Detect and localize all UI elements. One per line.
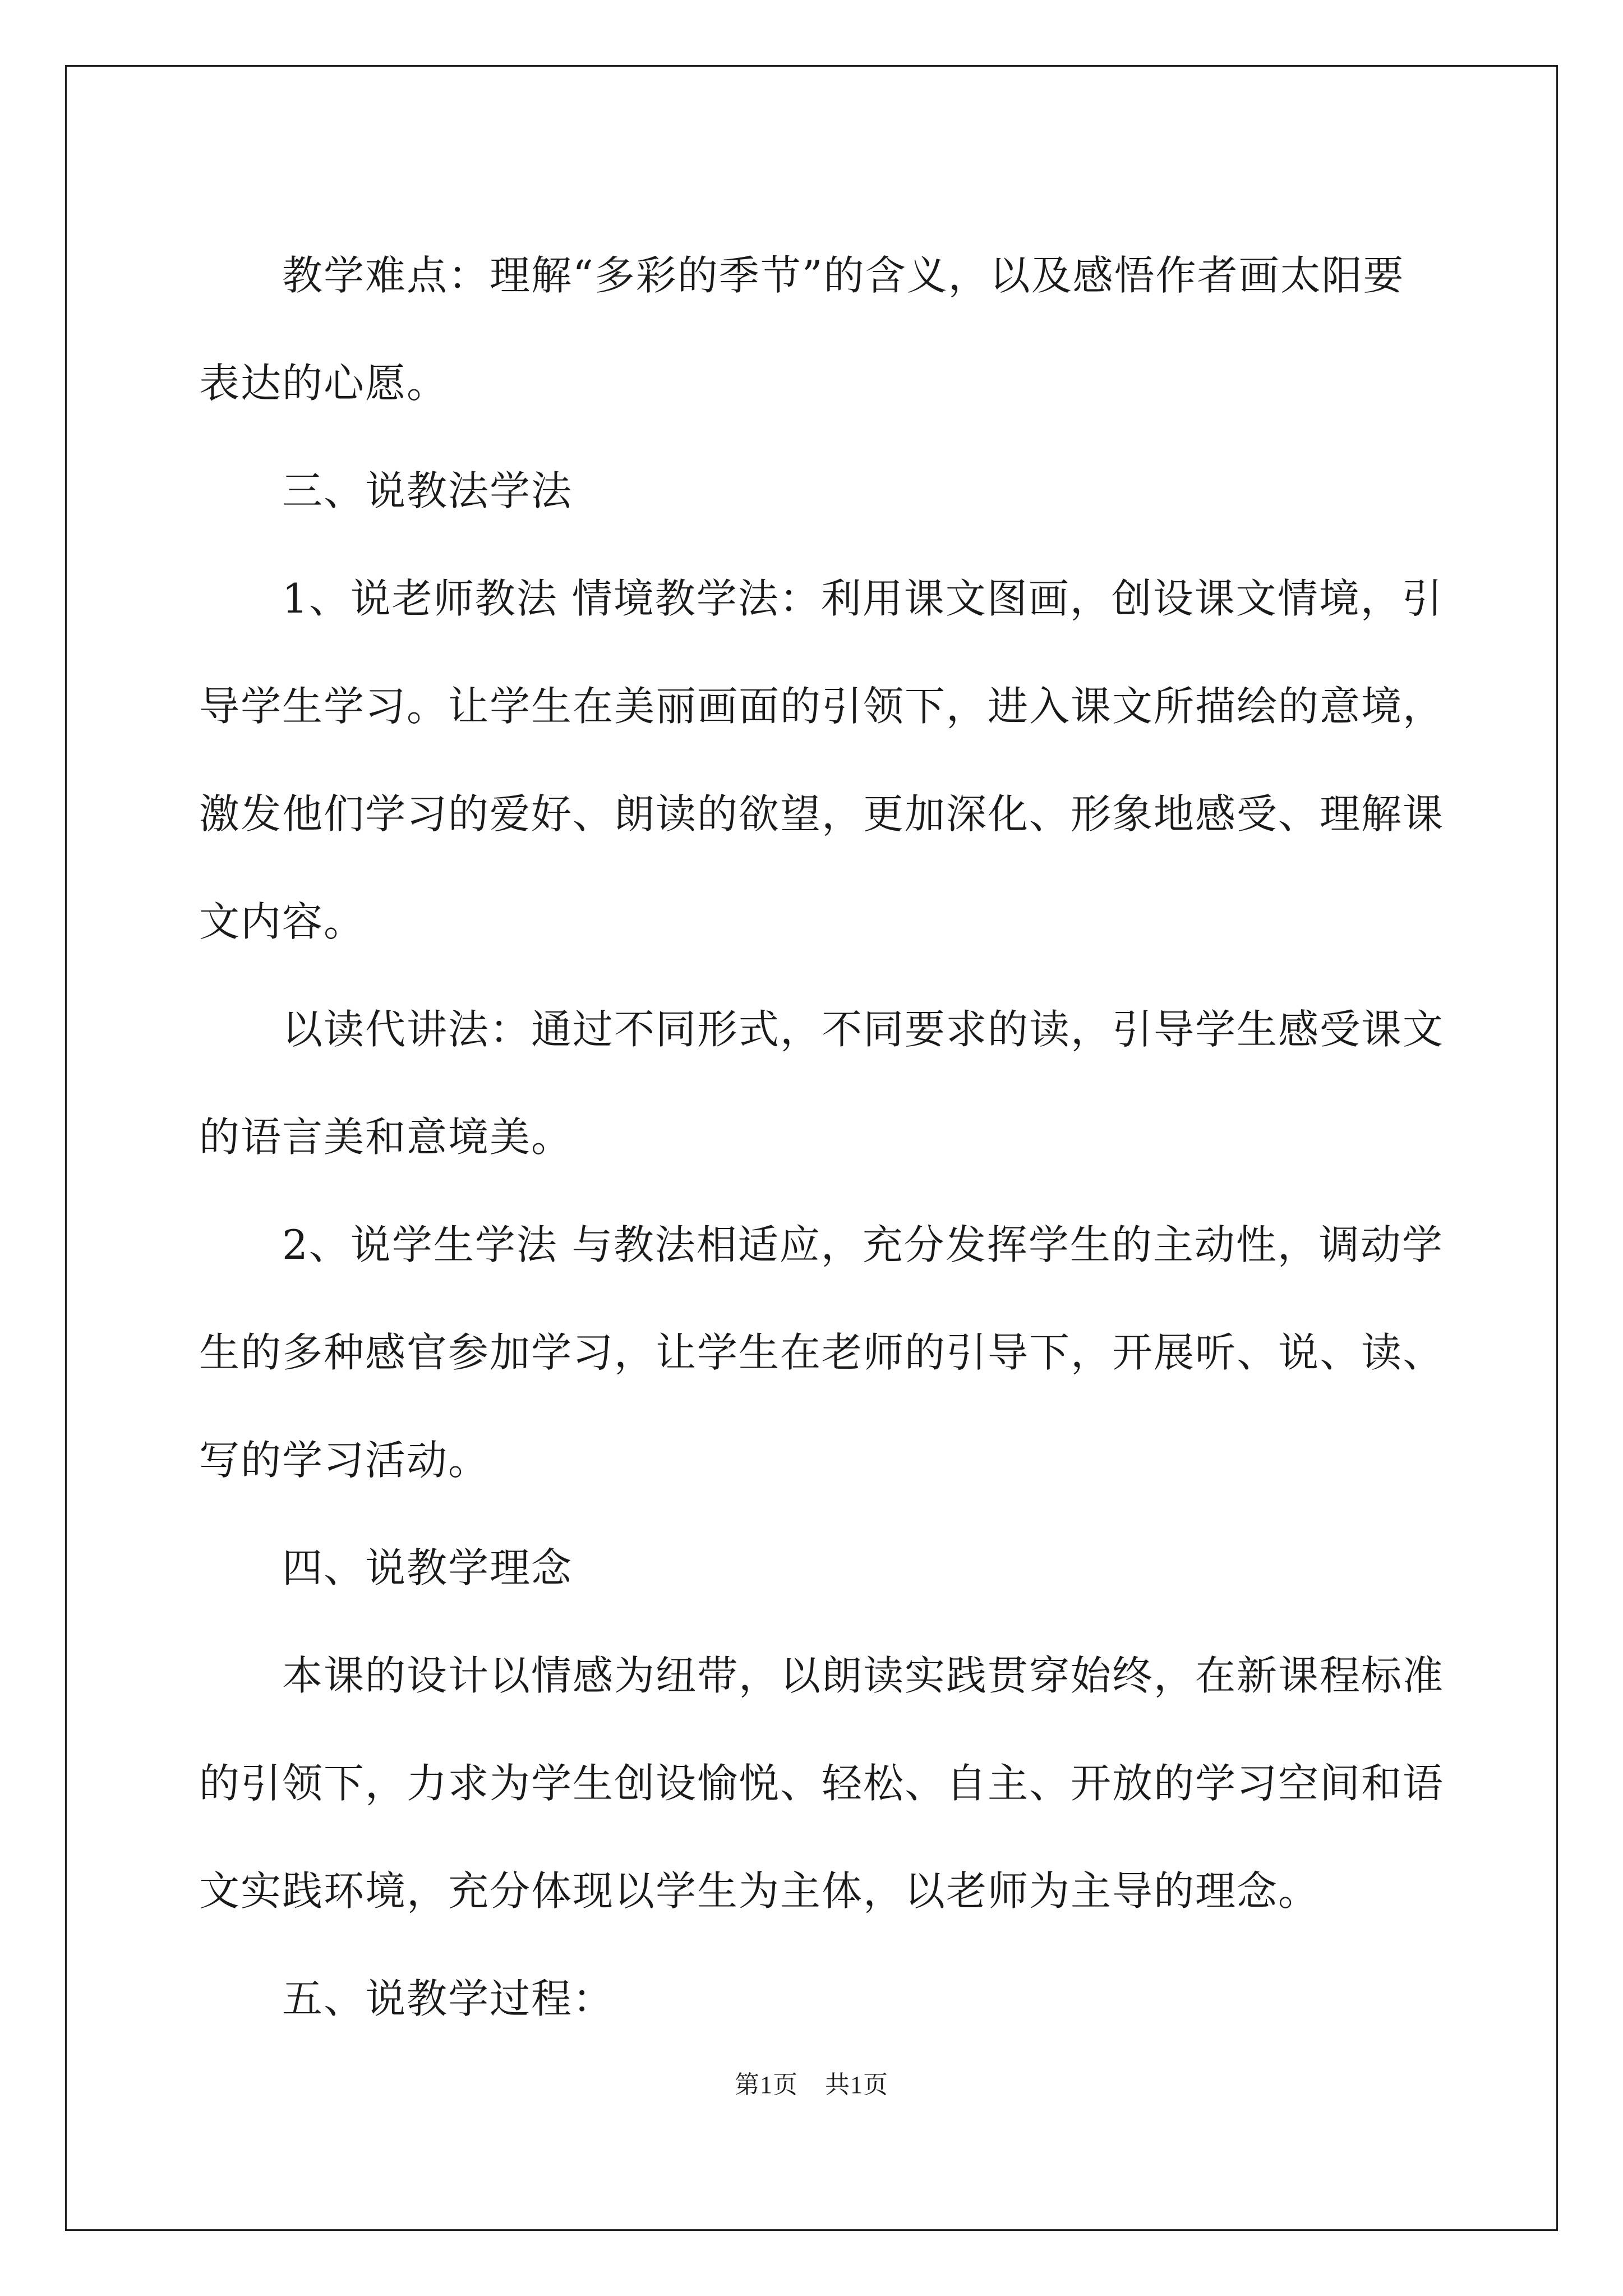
text-line: 文实践环境，充分体现以学生为主体，以老师为主导的理念。 bbox=[199, 1867, 1320, 1915]
paragraph-teacher-methods bbox=[199, 545, 1445, 976]
text-line: 四、说教学理念 bbox=[282, 1544, 573, 1591]
text-line: 生的多种感官参加学习，让学生在老师的引导下，开展听、说、读、 bbox=[199, 1329, 1445, 1376]
text-line: 的语言美和意境美。 bbox=[199, 1114, 573, 1161]
text-line: 以读代讲法：通过不同形式，不同要求的读，引导学生感受课文 bbox=[282, 1006, 1445, 1053]
text-line: 激发他们学习的爱好、朗读的欲望，更加深化、形象地感受、理解课 bbox=[199, 790, 1445, 838]
text-line: 1、说老师教法 情境教学法：利用课文图画，创设课文情境，引 bbox=[282, 575, 1444, 622]
text-line: 本课的设计以情感为纽带，以朗读实践贯穿始终，在新课程标准 bbox=[282, 1652, 1445, 1699]
text-line: 三、说教法学法 bbox=[282, 467, 573, 514]
text-line: 五、说教学过程： bbox=[282, 1975, 615, 2022]
text-line: 文内容。 bbox=[199, 898, 366, 945]
text-line: 表达的心愿。 bbox=[199, 360, 449, 407]
text-line: 导学生学习。让学生在美丽画面的引领下，进入课文所描绘的意境， bbox=[199, 683, 1445, 730]
page-number-total: 共1页 bbox=[825, 2071, 888, 2099]
section-heading-methods bbox=[199, 437, 1431, 545]
page-number-current: 第1页 bbox=[735, 2071, 798, 2099]
paragraph-philosophy bbox=[199, 1622, 1445, 1945]
text-line: 教学难点：理解“多彩的季节”的含义，以及感悟作者画太阳要 bbox=[282, 252, 1405, 299]
paragraph-student-methods bbox=[199, 1191, 1445, 1514]
paragraph-teaching-difficulty bbox=[199, 222, 1431, 437]
text-line: 写的学习活动。 bbox=[199, 1437, 490, 1484]
document-body bbox=[199, 222, 1445, 2053]
text-line: 2、说学生学法 与教法相适应，充分发挥学生的主动性，调动学 bbox=[282, 1221, 1444, 1268]
section-heading-philosophy bbox=[199, 1514, 1431, 1622]
section-heading-process bbox=[199, 1945, 1431, 2053]
page-footer bbox=[0, 2064, 1623, 2100]
text-line: 的引领下，力求为学生创设愉悦、轻松、自主、开放的学习空间和语 bbox=[199, 1760, 1445, 1807]
paragraph-reading-method bbox=[199, 976, 1445, 1191]
